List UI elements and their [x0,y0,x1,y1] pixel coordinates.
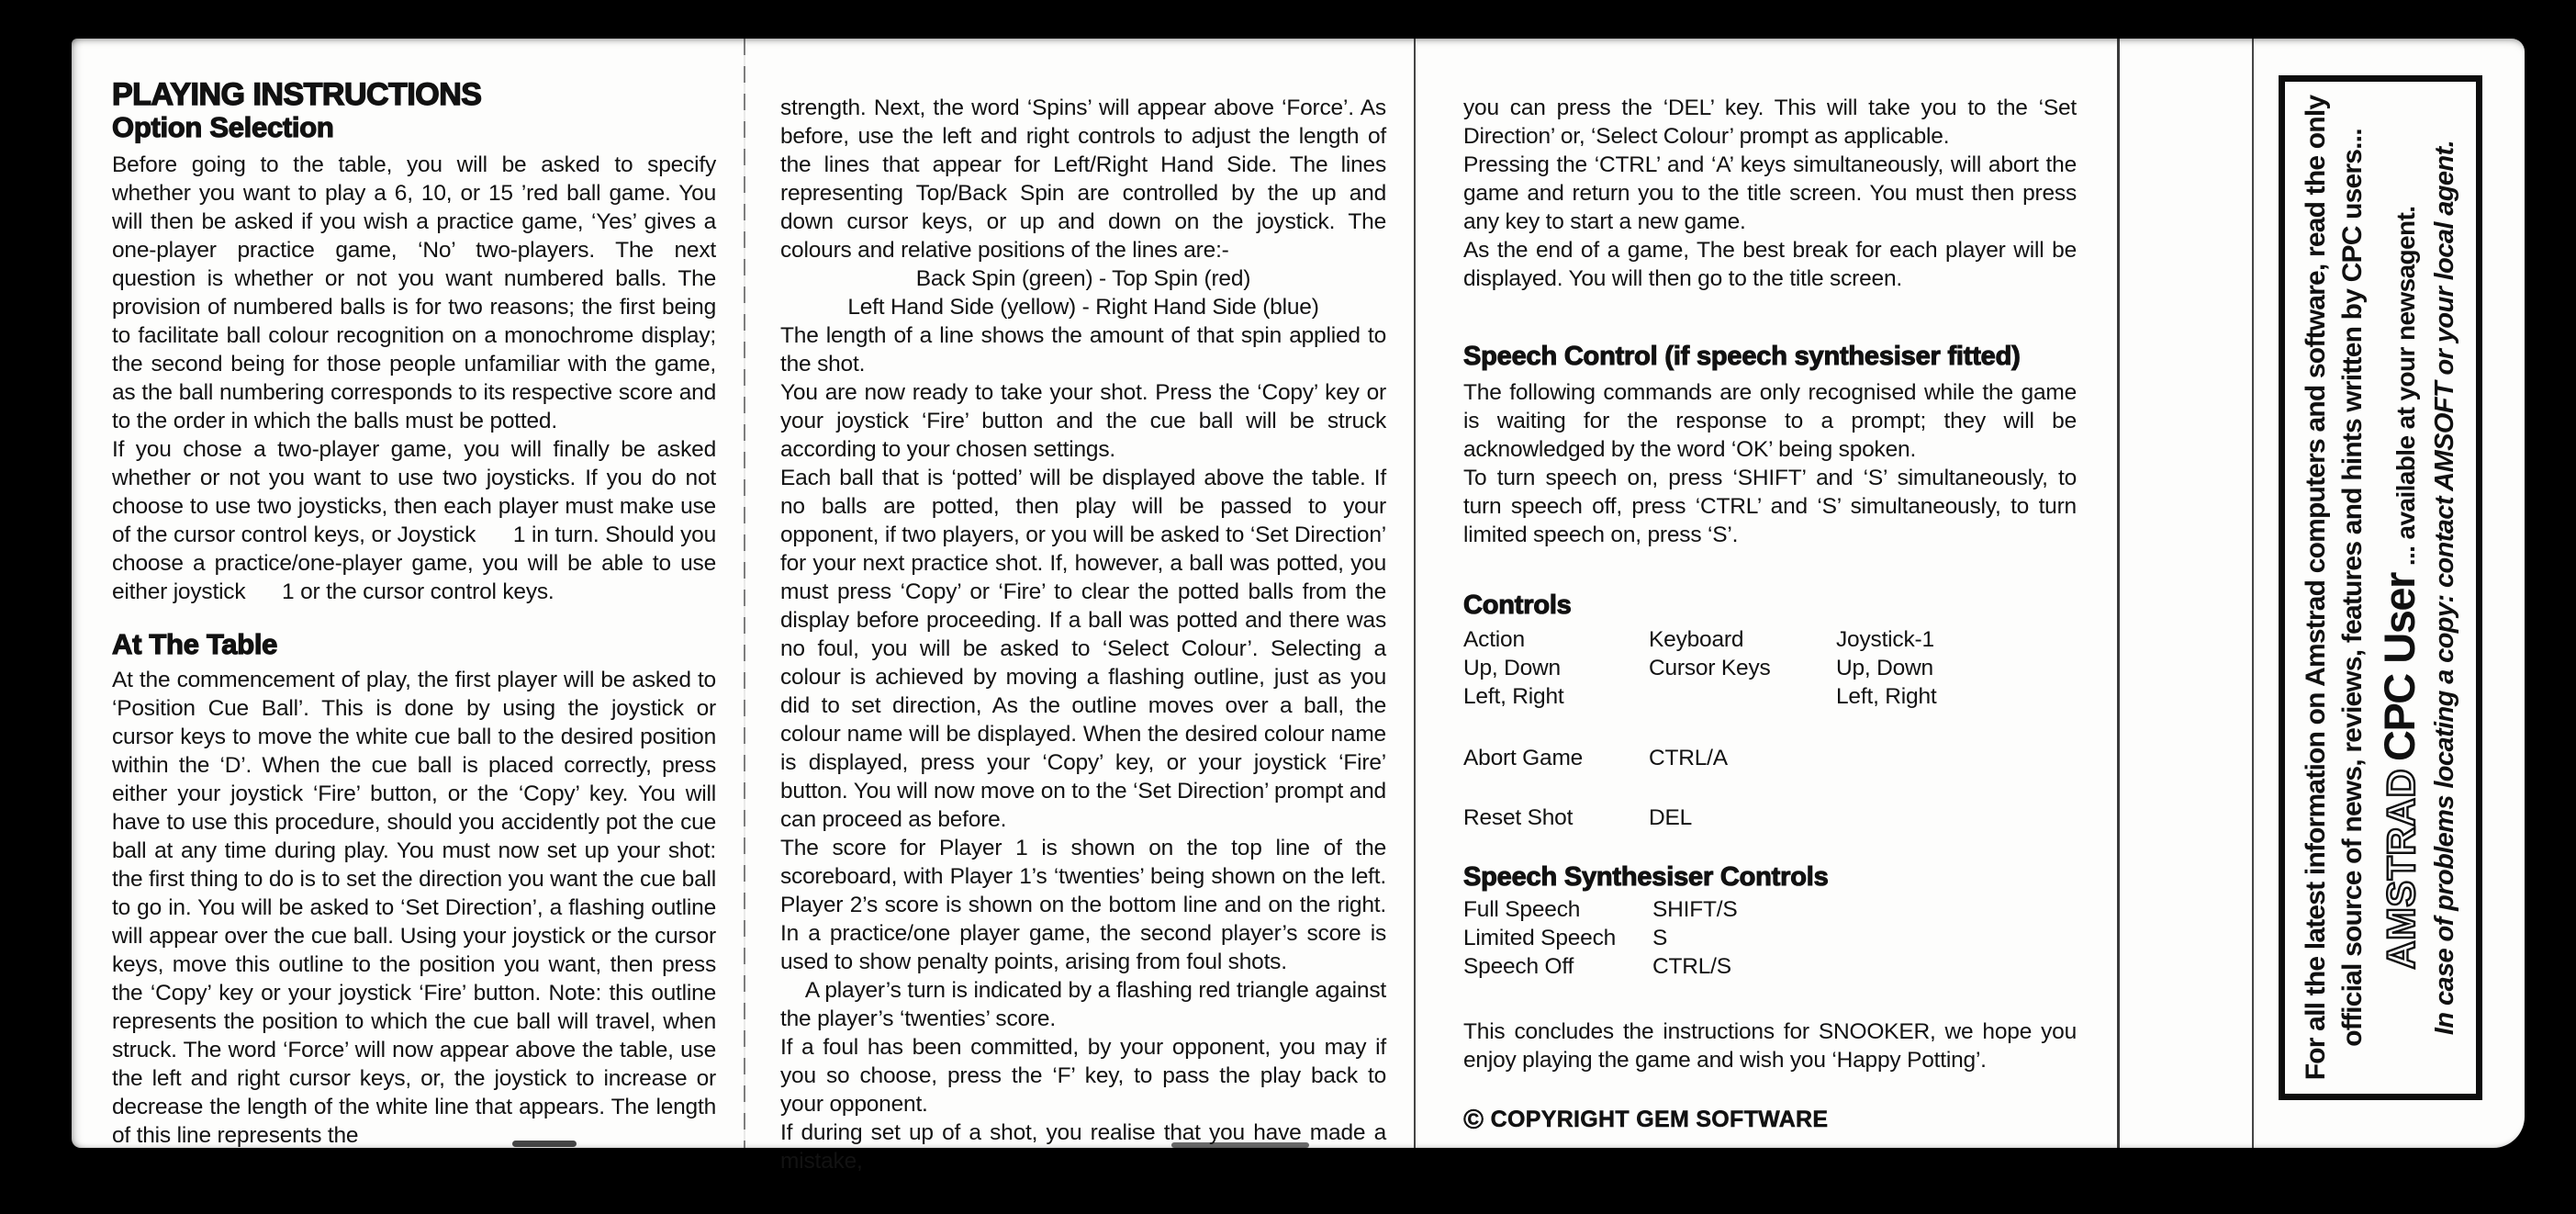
section-heading-speech-control: Speech Control (if speech synthesiser fitted) [1463,342,2021,371]
ad-magazine-logo-line [2374,207,2425,970]
spin-colour-line-2: Left Hand Side (yellow) - Right Hand Side (blue) [847,295,1319,320]
paragraph: The score for Player 1 is shown on the top line of the scoreboard, with Player 1’s ‘twenties’ being shown on the left. Player 2’s score is shown on the bottom line and on the right. In a practice/one player game, the second player’s score is used to show penalty points, arising from foul shots. [780,836,1386,974]
table-row [1463,804,2077,832]
paragraph: The following commands are only recognised while the game is waiting for the response to a prompt; they will be acknowledged by the word ‘OK’ being spoken. [1463,380,2077,462]
paragraph: At the commencement of play, the first player will be asked to ‘Position Cue Ball’. This is done by using the joystick or cursor keys to move the white cue ball to the desired position within the ‘D’. When the cue ball is placed correctly, press either your joystick ‘Fire’ button, or the ‘Copy’ key. You will have to use this procedure, should you accidently pot the cue ball at any time during play. You must now set up your shot: the first thing to do is to set the direction you want the cue ball to go in. You will be asked to ‘Set Direction’, a flashing outline will appear over the cue ball. Using your joystick or the cursor keys, move this outline to the position you want, then press the ‘Copy’ key or your joystick ‘Fire’ button. Note: this outline represents the position to which the cue ball will travel, when struck. The word ‘Force’ will now appear above the table, use the left and right cursor keys, or, the joystick to increase or decrease the length of the white line that appears. The length of this line represents the [112,668,716,1148]
ad-line-4: In case of problems locating a copy: contact AMSOFT or your local agent. [2430,140,2459,1036]
cpc-user-logo: CPC User [2375,573,2424,761]
fold-line-4 [2252,39,2254,1148]
paragraph: If during set up of a shot, you realise that you have made a mistake, [780,1120,1386,1174]
cell-keyboard: Cursor Keys [1649,656,1771,680]
paragraph: You are now ready to take your shot. Press the ‘Copy’ key or your joystick ‘Fire’ button and the cue ball will be struck according to your chosen settings. [780,380,1386,462]
paragraph: If you chose a two-player game, you will finally be asked whether or not you want to use two joysticks. If you do not choose to use two joysticks, then each player must make use of the cursor control keys, or Joystick 1 in turn. Should you choose a practice/one-player game, you will be able to use either joystick 1 or the cursor control keys. [112,437,716,604]
fold-line-3 [2117,39,2120,1148]
page-title: PLAYING INSTRUCTIONS [112,77,482,112]
paragraph: To turn speech on, press ‘SHIFT’ and ‘S’ simultaneously, to turn speech off, press ‘CTRL’ and ‘S’ simultaneously, to turn limited speech on, press ‘S’. [1463,466,2077,547]
fold-line-1 [744,39,745,1148]
table-row [1463,654,2077,682]
paragraph: A player’s turn is indicated by a flashing red triangle against the player’s ‘twenties’ score. [780,978,1386,1031]
column-controls [1463,94,2077,1134]
column-header-action: Action [1463,627,1525,652]
copyright-line [1463,1106,2077,1134]
cell-action: Reset Shot [1463,805,1574,830]
ad-line-2: official source of news, reviews, features and hints written by CPC users... [2337,129,2368,1047]
table-row [1463,924,2077,952]
cell-keyboard: CTRL/A [1649,746,1728,770]
amstrad-outline-logo: AMSTRAD [2380,768,2424,970]
copyright-text: COPYRIGHT GEM SOFTWARE [1490,1107,1829,1132]
cell-action: Limited Speech [1463,926,1617,950]
ad-line-1: For all the latest information on Amstrad computers and software, read the only [2301,95,2331,1081]
cell-keyboard: DEL [1649,805,1693,830]
cell-action: Left, Right [1463,684,1564,709]
cell-action: Abort Game [1463,746,1584,770]
rotated-ad-text [2285,82,2476,1094]
paragraph: As the end of a game, The best break for each player will be displayed. You will then go to the title screen. [1463,238,2077,291]
cell-action: Full Speech [1463,897,1581,922]
cell-action: Speech Off [1463,954,1574,979]
cell-joystick: Left, Right [1836,684,1937,709]
cell-keys: CTRL/S [1652,954,1731,979]
column-header-keyboard: Keyboard [1649,627,1744,652]
paragraph: If a foul has been committed, by your opponent, you may if you so choose, press the ‘F’ key, to pass the play back to your opponent. [780,1035,1386,1117]
table-row [1463,744,2077,772]
amstrad-cpc-user-ad-box [2279,75,2482,1100]
paragraph: Before going to the table, you will be asked to specify whether you want to play a 6, 10, or 15 ’red ball game. You will then be asked if you wish a practice game, ‘Yes’ gives a one-player practice game, ‘No’ two-players. The next question is whether or not you want numbered balls. The provision of numbered balls is for two reasons; the first being to facilitate ball colour recognition on a monochrome display; the second being for those people unfamiliar with the game, as the ball numbering corresponds to its respective score and to the order in which the balls must be potted. [112,152,716,433]
paragraph: The length of a line shows the amount of that spin applied to the shot. [780,323,1386,377]
spin-colour-line-1: Back Spin (green) - Top Spin (red) [915,266,1251,291]
ad-availability-text: ... available at your newsagent. [2391,206,2420,567]
paragraph: Pressing the ‘CTRL’ and ‘A’ keys simultaneously, will abort the game and return you to the title screen. You must then press any key to start a new game. [1463,152,2077,234]
section-heading-controls: Controls [1463,590,1572,620]
column-playing-instructions [112,77,716,1150]
closing-paragraph: This concludes the instructions for SNOOKER, we hope you enjoy playing the game and wish you ‘Happy Potting’. [1463,1019,2077,1073]
table-row [1463,952,2077,981]
cell-joystick [1836,804,2077,832]
table-row [1463,682,2077,711]
paragraph: you can press the ‘DEL’ key. This will take you to the ‘Set Direction’ or, ‘Select Colour’ prompt as applicable. [1463,96,2077,149]
copyright-symbol: © [1463,1105,1484,1135]
section-heading-at-the-table: At The Table [112,628,278,660]
cell-action: Up, Down [1463,656,1561,680]
controls-table-header [1463,625,2077,654]
column-header-joystick: Joystick-1 [1836,627,1934,652]
cell-keys: SHIFT/S [1652,897,1738,922]
column-shot-instructions [780,94,1386,1175]
cell-joystick [1836,744,2077,772]
section-heading-option-selection: Option Selection [112,111,334,143]
cell-keyboard [1649,682,1836,711]
section-heading-speech-synthesiser-controls: Speech Synthesiser Controls [1463,862,1829,892]
cell-joystick: Up, Down [1836,656,1933,680]
paragraph: Each ball that is ‘potted’ will be displayed above the table. If no balls are potted, then play will be passed to your opponent, if two players, or you will be asked to ‘Set Direction’ for your next practice shot. If, however, a ball was potted, you must press ‘Copy’ or ‘Fire’ to clear the potted balls from the display before proceeding. If a ball was potted and there was no foul, you will be asked to ‘Select Colour’. Selecting a colour is achieved by moving a flashing outline, just as you did to set direction, As the outline moves over a ball, the colour name will be displayed. When the desired colour name is displayed, press your ‘Copy’ key, or your joystick ‘Fire’ button. You will now move on to the ‘Set Direction’ prompt and can proceed as before. [780,466,1386,832]
cell-keys: S [1652,926,1668,950]
table-row [1463,895,2077,924]
fold-line-2 [1414,39,1416,1148]
paragraph: strength. Next, the word ‘Spins’ will appear above ‘Force’. As before, use the left and right controls to adjust the length of the lines that appear for Left/Right Hand Side. The lines representing Top/Back Spin are controlled by the up and down cursor keys, or up and down on the joystick. The colours and relative positions of the lines are:- [780,96,1386,263]
instruction-leaflet [72,39,2525,1174]
